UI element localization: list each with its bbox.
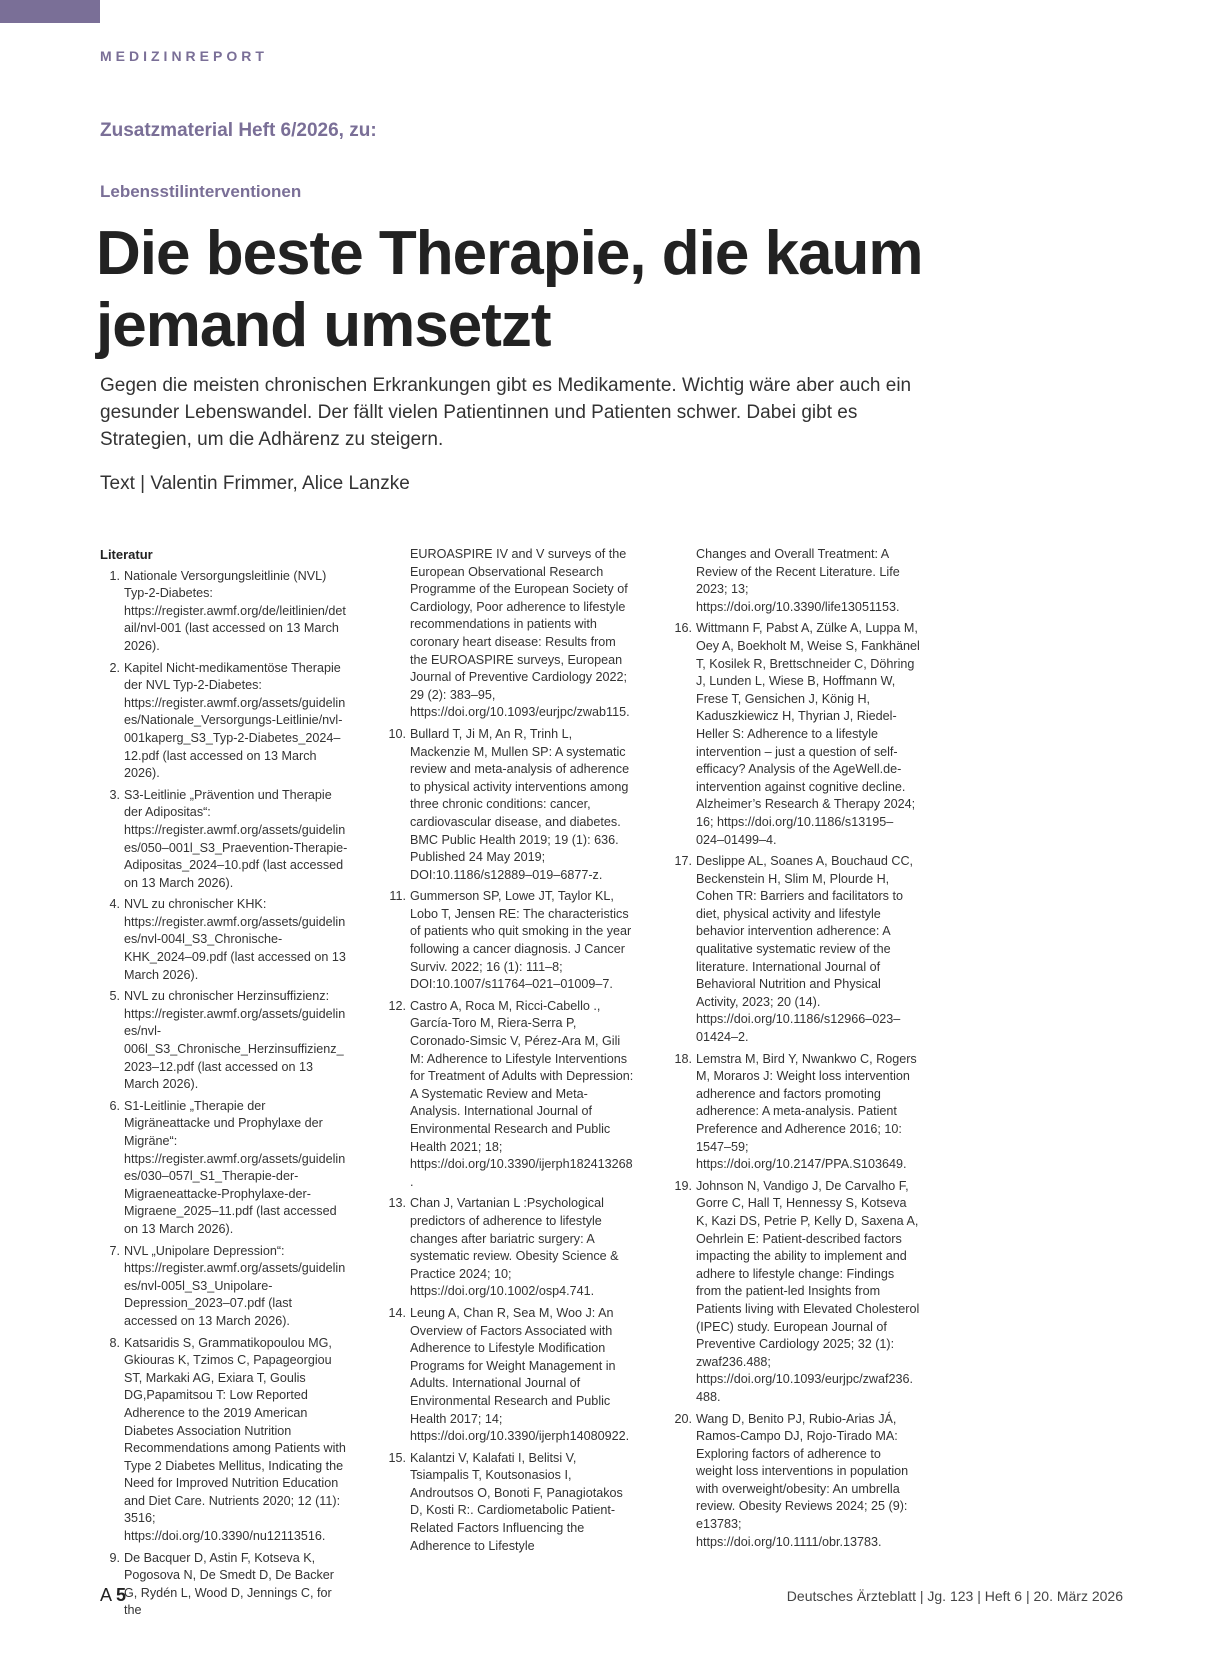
journal-info: Deutsches Ärzteblatt | Jg. 123 | Heft 6 | 20. März 2026 xyxy=(786,1588,1123,1604)
reference-text: NVL zu chronischer Herzinsuffizienz: https://register.awmf.org/assets/guidelines/nvl-006l_S3_Chronische_Herzinsuffizienz_2023–12.pdf (last accessed on 13 March 2026). xyxy=(124,989,346,1092)
reference-number: 6. xyxy=(109,1098,120,1113)
reference-text: Wang D, Benito PJ, Rubio-Arias JÁ, Ramos-Campo DJ, Rojo-Tirado MA: Exploring factors of adherence to weight loss interventions in population with overweight/obesity: An umbrella review. Obesity Reviews 2024; 25 (9): e13783; https://doi.org/10.1111/obr.13783. xyxy=(696,1411,909,1549)
reference-number: 3. xyxy=(109,787,120,802)
reference-number: 1. xyxy=(109,568,120,583)
reference-text: S3-Leitlinie „Prävention und Therapie der Adipositas“: https://register.awmf.org/assets/guidelines/050–001l_S3_Praevention-Therapie-Adipositas_2024–10.pdf (last accessed on 13 March 2026). xyxy=(124,787,348,890)
reference-text: Kalantzi V, Kalafati I, Belitsi V, Tsiampalis T, Koutsonasios I, Androutsos O, Bonoti F, Panagiotakos D, Kosti R:. Cardiometabolic Patient-Related Factors Influencing the Adherence to Lifestyle xyxy=(410,1450,623,1553)
section-label: MEDIZINREPORT xyxy=(100,48,268,64)
reference-item xyxy=(100,568,348,656)
reference-number: 18. xyxy=(674,1051,692,1066)
reference-item xyxy=(100,1550,348,1620)
reference-item xyxy=(672,853,920,1047)
page-number-value: 5 xyxy=(116,1585,127,1605)
reference-text: De Bacquer D, Astin F, Kotseva K, Pogosova N, De Smedt D, De Backer G, Rydén L, Wood D, Jennings C, for the xyxy=(124,1550,334,1618)
reference-item xyxy=(672,1051,920,1174)
reference-text: S1-Leitlinie „Therapie der Migräneattacke und Prophylaxe der Migräne“: https://register.awmf.org/assets/guidelines/030–057l_S1_Therapie-der-Migraeneattacke-Prophylaxe-der-Migraene_2025–11.pdf (last accessed on 13 March 2026). xyxy=(124,1098,346,1236)
reference-item xyxy=(386,1195,634,1301)
reference-list xyxy=(100,568,348,1620)
reference-text: NVL zu chronischer KHK: https://register.awmf.org/assets/guidelines/nvl-004l_S3_Chronische-KHK_2024–09.pdf (last accessed on 13 March 2026). xyxy=(124,897,346,982)
reference-text: Deslippe AL, Soanes A, Bouchaud CC, Beckenstein H, Slim M, Plourde H, Cohen TR: Barriers and facilitators to diet, physical activity and lifestyle behavior intervention adherence: A qualitative systematic review of the literature. International Journal of Behavioral Nutrition and Physical Activity, 2023; 20 (14). https://doi.org/10.1186/s12966–023–01424–2. xyxy=(696,854,914,1045)
reference-item xyxy=(672,1178,920,1407)
kicker: Lebensstilinterventionen xyxy=(100,182,302,201)
reference-number: 15. xyxy=(388,1450,406,1465)
reference-text: Bullard T, Ji M, An R, Trinh L, Mackenzie M, Mullen SP: A systematic review and meta-analysis of adherence to physical activity interventions among three chronic conditions: cancer, cardiovascular disease, and diabetes. BMC Public Health 2019; 19 (1): 636. Published 24 May 2019; DOI:10.1186/s12889–019–6877-z. xyxy=(410,726,630,882)
reference-item xyxy=(100,896,348,984)
reference-number: 16. xyxy=(674,621,692,636)
literature-column-3 xyxy=(672,546,920,1555)
reference-item xyxy=(386,1305,634,1446)
reference-number: 12. xyxy=(388,998,406,1013)
page-title: Die beste Therapie, die kaum jemand umsetzt xyxy=(96,219,923,360)
reference-number: 20. xyxy=(674,1411,692,1426)
reference-item xyxy=(100,1098,348,1239)
reference-item xyxy=(100,787,348,893)
reference-number: 9. xyxy=(109,1550,120,1565)
reference-number: 13. xyxy=(388,1196,406,1211)
lead-paragraph: Gegen die meisten chronischen Erkrankungen gibt es Medikamente. Wichtig wäre aber auch ein gesunder Lebenswandel. Der fällt vielen Patientinnen und Patienten schwer. Dabei gibt es Strategien, um die Adhärenz zu steigern. xyxy=(100,375,912,450)
reference-text: Chan J, Vartanian L :Psychological predictors of adherence to lifestyle changes after bariatric surgery: A systematic review. Obesity Science & Practice 2024; 10; https://doi.org/10.1002/osp4.741. xyxy=(410,1196,619,1299)
reference-text: Johnson N, Vandigo J, De Carvalho F, Gorre C, Hall T, Hennessy S, Kotseva K, Kazi DS, Petrie P, Kelly D, Saxena A, Oehrlein E: Patient-described factors impacting the ability to implement and adhere to lifestyle change: Findings from the patient-led Insights from Patients living with Elevated Cholesterol (IPEC) study. European Journal of Preventive Cardiology 2025; 32 (1): zwaf236.488; https://doi.org/10.1093/eurjpc/zwaf236.488. xyxy=(696,1178,920,1404)
reference-item xyxy=(100,660,348,783)
reference-text: Nationale Versorgungsleitlinie (NVL) Typ-2-Diabetes: https://register.awmf.org/de/leitlinien/detail/nvl-001 (last accessed on 13 March 2026). xyxy=(124,568,346,653)
supplement-note: Zusatzmaterial Heft 6/2026, zu: xyxy=(100,120,377,141)
reference-item xyxy=(386,998,634,1192)
reference-list xyxy=(672,546,920,1551)
reference-text: EUROASPIRE IV and V surveys of the European Observational Research Programme of the European Society of Cardiology, Poor adherence to lifestyle recommendations in patients with coronary heart disease: Results from the EUROASPIRE surveys, European Journal of Preventive Cardiology 2022; 29 (2): 383–95, https://doi.org/10.1093/eurjpc/zwab115. xyxy=(410,547,630,720)
reference-text: Katsaridis S, Grammatikopoulou MG, Gkiouras K, Tzimos C, Papageorgiou ST, Markaki AG, Exiara T, Goulis DG,Papamitsou T: Low Reported Adherence to the 2019 American Diabetes Association Nutrition Recommendations among Patients with Type 2 Diabetes Mellitus, Indicating the Need for Improved Nutrition Education and Diet Care. Nutrients 2020; 12 (11): 3516; https://doi.org/10.3390/nu12113516. xyxy=(124,1335,346,1544)
reference-item xyxy=(672,546,920,616)
reference-item xyxy=(386,546,634,722)
reference-text: Castro A, Roca M, Ricci-Cabello ., García-Toro M, Riera-Serra P, Coronado-Simsic V, Pérez-Ara M, Gili M: Adherence to Lifestyle Interventions for Treatment of Adults with Depression: A Systematic Review and Meta-Analysis. International Journal of Environmental Research and Public Health 2021; 18; https://doi.org/10.3390/ijerph182413268. xyxy=(410,998,634,1189)
reference-item xyxy=(100,1243,348,1331)
reference-number: 7. xyxy=(109,1243,120,1258)
reference-number: 11. xyxy=(389,889,406,904)
reference-item xyxy=(672,1411,920,1552)
reference-number: 14. xyxy=(388,1305,406,1320)
reference-text: Leung A, Chan R, Sea M, Woo J: An Overview of Factors Associated with Adherence to Lifestyle Modification Programs for Weight Management in Adults. International Journal of Environmental Research and Public Health 2017; 14; https://doi.org/10.3390/ijerph14080922. xyxy=(410,1305,630,1444)
reference-text: Wittmann F, Pabst A, Zülke A, Luppa M, Oey A, Boekholt M, Weise S, Fankhänel T, Kosilek R, Brettschneider C, Döhring J, Lunden L, Wiese B, Hoffmann W, Frese T, Gensichen J, König H, Kaduszkiewicz H, Thyrian J, Riedel-Heller S: Adherence to a lifestyle intervention – just a question of self-efficacy? Analysis of the AgeWell.de-intervention against cognitive decline. Alzheimer’s Research & Therapy 2024; 16; https://doi.org/10.1186/s13195–024–01499–4. xyxy=(696,621,920,847)
reference-number: 8. xyxy=(109,1335,120,1350)
reference-number: 5. xyxy=(109,989,120,1004)
reference-item xyxy=(386,1450,634,1556)
corner-accent-bar xyxy=(0,0,100,23)
reference-number: 2. xyxy=(109,660,120,675)
page-prefix: A xyxy=(100,1585,112,1605)
reference-list xyxy=(386,546,634,1555)
byline: Text | Valentin Frimmer, Alice Lanzke xyxy=(100,473,410,494)
literature-column-1 xyxy=(100,546,348,1624)
reference-item xyxy=(100,988,348,1094)
reference-text: Gummerson SP, Lowe JT, Taylor KL, Lobo T, Jensen RE: The characteristics of patients who quit smoking in the year following a cancer diagnosis. J Cancer Surviv. 2022; 16 (1): 111–8; DOI:10.1007/s11764–021–01009–7. xyxy=(410,889,632,992)
page-number xyxy=(100,1585,126,1606)
reference-text: Changes and Overall Treatment: A Review of the Recent Literature. Life 2023; 13; https://doi.org/10.3390/life13051153. xyxy=(696,547,900,614)
reference-number: 19. xyxy=(674,1178,692,1193)
reference-number: 17. xyxy=(674,854,692,869)
reference-text: NVL „Unipolare Depression“: https://register.awmf.org/assets/guidelines/nvl-005l_S3_Unipolare-Depression_2023–07.pdf (last accessed on 13 March 2026). xyxy=(124,1243,346,1328)
reference-item xyxy=(672,620,920,849)
reference-item xyxy=(386,726,634,884)
reference-item xyxy=(100,1335,348,1546)
reference-number: 10. xyxy=(388,726,406,741)
literature-heading: Literatur xyxy=(100,547,153,562)
reference-number: 4. xyxy=(109,897,120,912)
literature-column-2 xyxy=(386,546,634,1559)
reference-text: Kapitel Nicht-medikamentöse Therapie der NVL Typ-2-Diabetes: https://register.awmf.org/assets/guidelines/Nationale_Versorgungs-Leitlinie/nvl-001kaperg_S3_Typ-2-Diabetes_2024–12.pdf (last accessed on 13 March 2026). xyxy=(124,660,346,781)
reference-item xyxy=(386,888,634,994)
reference-text: Lemstra M, Bird Y, Nwankwo C, Rogers M, Moraros J: Weight loss intervention adherence and factors promoting adherence: A meta-analysis. Patient Preference and Adherence 2016; 10: 1547–59; https://doi.org/10.2147/PPA.S103649. xyxy=(696,1051,917,1172)
